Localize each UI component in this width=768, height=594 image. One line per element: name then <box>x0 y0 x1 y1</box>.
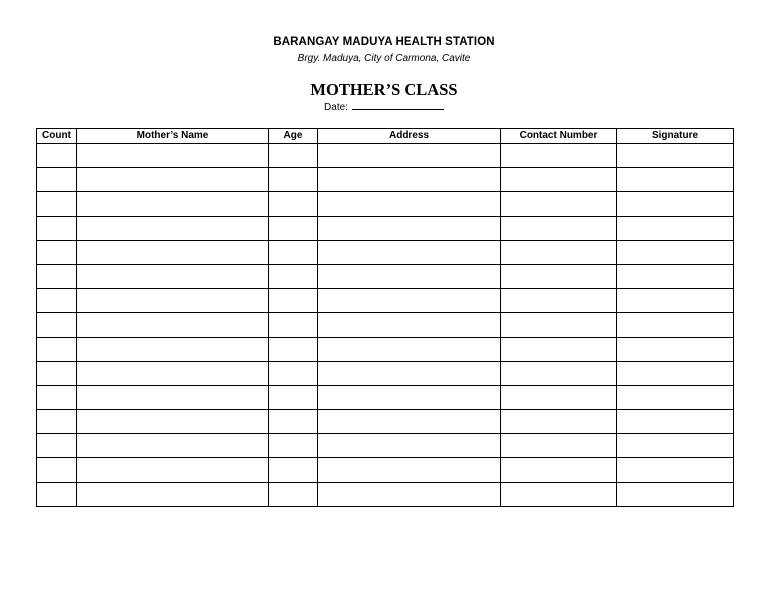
address-cell[interactable] <box>318 458 501 482</box>
table-row <box>37 144 734 168</box>
signature-cell[interactable] <box>617 240 734 264</box>
count-cell[interactable] <box>37 361 77 385</box>
address-cell[interactable] <box>318 385 501 409</box>
contact-number-cell[interactable] <box>501 458 617 482</box>
address-cell[interactable] <box>318 482 501 506</box>
contact-number-cell[interactable] <box>501 168 617 192</box>
count-cell[interactable] <box>37 240 77 264</box>
contact-number-cell[interactable] <box>501 216 617 240</box>
signature-cell[interactable] <box>617 216 734 240</box>
count-cell[interactable] <box>37 410 77 434</box>
count-cell[interactable] <box>37 313 77 337</box>
table-row <box>37 264 734 288</box>
count-cell[interactable] <box>37 216 77 240</box>
contact-number-cell[interactable] <box>501 434 617 458</box>
column-header-contact-number: Contact Number <box>501 129 617 144</box>
mothers-name-cell[interactable] <box>77 434 269 458</box>
address-cell[interactable] <box>318 289 501 313</box>
column-header-count: Count <box>37 129 77 144</box>
mothers-name-cell[interactable] <box>77 192 269 216</box>
age-cell[interactable] <box>269 313 318 337</box>
organization-name: BARANGAY MADUYA HEALTH STATION <box>273 36 495 48</box>
attendance-table <box>36 128 734 507</box>
mothers-name-cell[interactable] <box>77 337 269 361</box>
table-row <box>37 192 734 216</box>
age-cell[interactable] <box>269 410 318 434</box>
organization-address: Brgy. Maduya, City of Carmona, Cavite <box>297 53 471 64</box>
mothers-name-cell[interactable] <box>77 385 269 409</box>
mothers-name-cell[interactable] <box>77 482 269 506</box>
count-cell[interactable] <box>37 168 77 192</box>
table-row <box>37 458 734 482</box>
signature-cell[interactable] <box>617 192 734 216</box>
address-cell[interactable] <box>318 240 501 264</box>
contact-number-cell[interactable] <box>501 289 617 313</box>
count-cell[interactable] <box>37 144 77 168</box>
mothers-name-cell[interactable] <box>77 168 269 192</box>
mothers-name-cell[interactable] <box>77 240 269 264</box>
contact-number-cell[interactable] <box>501 240 617 264</box>
age-cell[interactable] <box>269 337 318 361</box>
address-cell[interactable] <box>318 264 501 288</box>
column-header-mothers-name: Mother’s Name <box>77 129 269 144</box>
count-cell[interactable] <box>37 458 77 482</box>
mothers-name-cell[interactable] <box>77 144 269 168</box>
contact-number-cell[interactable] <box>501 144 617 168</box>
table-body <box>37 144 734 507</box>
signature-cell[interactable] <box>617 434 734 458</box>
count-cell[interactable] <box>37 385 77 409</box>
age-cell[interactable] <box>269 192 318 216</box>
table-row <box>37 410 734 434</box>
table-row <box>37 385 734 409</box>
address-cell[interactable] <box>318 361 501 385</box>
age-cell[interactable] <box>269 289 318 313</box>
table-header-row <box>37 129 734 144</box>
age-cell[interactable] <box>269 216 318 240</box>
count-cell[interactable] <box>37 482 77 506</box>
age-cell[interactable] <box>269 434 318 458</box>
mothers-name-cell[interactable] <box>77 264 269 288</box>
count-cell[interactable] <box>37 192 77 216</box>
table-row <box>37 168 734 192</box>
age-cell[interactable] <box>269 168 318 192</box>
table-row <box>37 337 734 361</box>
form-title: MOTHER’S CLASS <box>310 80 458 99</box>
address-cell[interactable] <box>318 313 501 337</box>
mothers-name-cell[interactable] <box>77 289 269 313</box>
signature-cell[interactable] <box>617 361 734 385</box>
mothers-name-cell[interactable] <box>77 216 269 240</box>
column-header-age: Age <box>269 129 318 144</box>
table-row <box>37 313 734 337</box>
signature-cell[interactable] <box>617 168 734 192</box>
signature-cell[interactable] <box>617 289 734 313</box>
contact-number-cell[interactable] <box>501 482 617 506</box>
mothers-name-cell[interactable] <box>77 361 269 385</box>
address-cell[interactable] <box>318 410 501 434</box>
count-cell[interactable] <box>37 264 77 288</box>
age-cell[interactable] <box>269 385 318 409</box>
column-header-signature: Signature <box>617 129 734 144</box>
date-field <box>0 100 768 113</box>
age-cell[interactable] <box>269 361 318 385</box>
age-cell[interactable] <box>269 240 318 264</box>
column-header-address: Address <box>318 129 501 144</box>
signature-cell[interactable] <box>617 385 734 409</box>
table-row <box>37 434 734 458</box>
contact-number-cell[interactable] <box>501 192 617 216</box>
age-cell[interactable] <box>269 264 318 288</box>
date-blank-line[interactable] <box>352 100 444 110</box>
mothers-name-cell[interactable] <box>77 458 269 482</box>
signature-cell[interactable] <box>617 313 734 337</box>
signature-cell[interactable] <box>617 458 734 482</box>
date-label: Date: <box>324 102 348 113</box>
address-cell[interactable] <box>318 337 501 361</box>
signature-cell[interactable] <box>617 410 734 434</box>
contact-number-cell[interactable] <box>501 264 617 288</box>
age-cell[interactable] <box>269 458 318 482</box>
address-cell[interactable] <box>318 434 501 458</box>
age-cell[interactable] <box>269 144 318 168</box>
table-row <box>37 240 734 264</box>
table-row <box>37 482 734 506</box>
age-cell[interactable] <box>269 482 318 506</box>
table-row <box>37 289 734 313</box>
address-cell[interactable] <box>318 144 501 168</box>
address-cell[interactable] <box>318 216 501 240</box>
signature-cell[interactable] <box>617 482 734 506</box>
contact-number-cell[interactable] <box>501 410 617 434</box>
contact-number-cell[interactable] <box>501 313 617 337</box>
contact-number-cell[interactable] <box>501 337 617 361</box>
address-cell[interactable] <box>318 192 501 216</box>
contact-number-cell[interactable] <box>501 385 617 409</box>
table-row <box>37 361 734 385</box>
mothers-name-cell[interactable] <box>77 313 269 337</box>
count-cell[interactable] <box>37 289 77 313</box>
table-row <box>37 216 734 240</box>
mothers-name-cell[interactable] <box>77 410 269 434</box>
signature-cell[interactable] <box>617 264 734 288</box>
count-cell[interactable] <box>37 434 77 458</box>
contact-number-cell[interactable] <box>501 361 617 385</box>
address-cell[interactable] <box>318 168 501 192</box>
count-cell[interactable] <box>37 337 77 361</box>
signature-cell[interactable] <box>617 144 734 168</box>
signature-cell[interactable] <box>617 337 734 361</box>
